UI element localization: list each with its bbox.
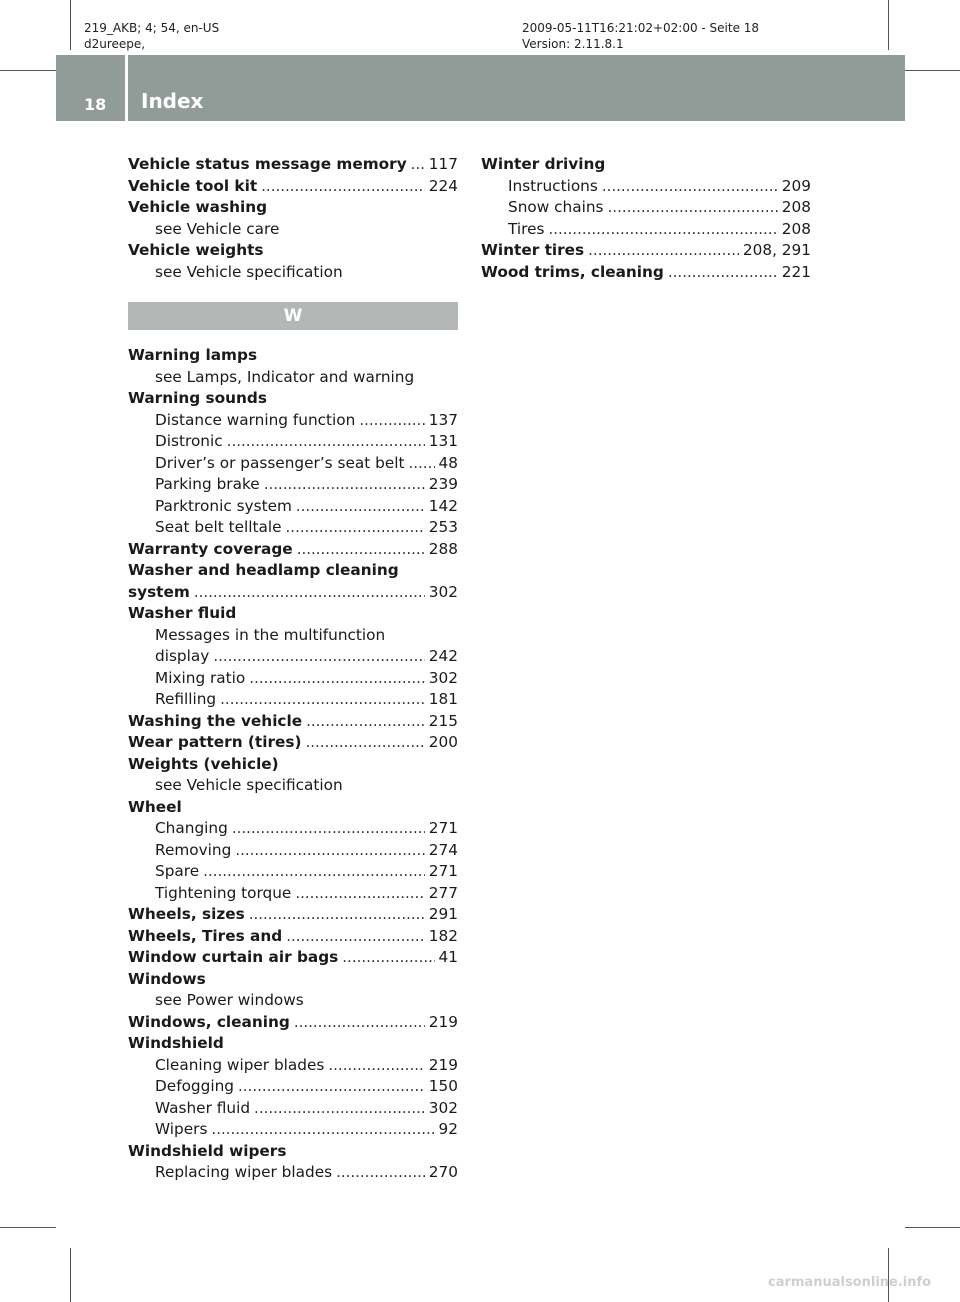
entry-text: Windshield wipers xyxy=(128,1141,287,1160)
entry-text: see Vehicle specification xyxy=(155,262,343,281)
index-subentry xyxy=(128,1119,458,1141)
entry-text: Cleaning wiper blades xyxy=(155,1055,325,1074)
dot-leader xyxy=(602,176,778,198)
page-ref: 221 xyxy=(781,262,811,281)
index-group-w xyxy=(128,345,458,1184)
header-divider xyxy=(125,55,128,121)
entry-text: Winter tires xyxy=(481,241,585,259)
print-meta-left xyxy=(84,20,219,52)
page-ref: 219 xyxy=(428,1055,458,1074)
page-ref: 181 xyxy=(428,690,458,708)
index-subentry xyxy=(128,668,458,690)
index-subentry xyxy=(128,861,458,883)
entry-text: Windshield xyxy=(128,1034,224,1052)
page-ref: 92 xyxy=(438,1120,458,1138)
entry-text: Window curtain air bags xyxy=(128,948,339,966)
dot-leader xyxy=(297,539,425,561)
index-subentry xyxy=(128,453,458,475)
index-entry xyxy=(128,947,458,969)
dot-leader xyxy=(261,176,425,198)
entry-text: Warning lamps xyxy=(128,346,258,364)
entry-text: system xyxy=(128,582,190,601)
crop-mark xyxy=(905,70,960,71)
page-title: Index xyxy=(141,89,204,113)
index-entry xyxy=(128,904,458,926)
entry-text: Defogging xyxy=(155,1077,235,1095)
index-subentry xyxy=(128,474,458,496)
page-ref: 271 xyxy=(428,819,458,837)
page-ref: 274 xyxy=(428,840,458,859)
index-entry xyxy=(481,240,811,262)
dot-leader xyxy=(409,453,435,475)
entry-text: Distronic xyxy=(155,432,223,450)
index-subentry xyxy=(128,219,458,241)
index-column-left xyxy=(128,154,458,1184)
index-entry xyxy=(128,539,458,561)
entry-text: Washer and headlamp cleaning xyxy=(128,561,399,579)
crop-mark xyxy=(0,70,56,71)
index-subentry xyxy=(128,410,458,432)
entry-text: see Lamps, Indicator and warning xyxy=(155,367,415,386)
crop-mark xyxy=(0,1227,56,1228)
index-entry xyxy=(481,154,811,176)
page-ref: 150 xyxy=(428,1077,458,1095)
entry-text: Instructions xyxy=(508,176,598,195)
index-group-w-cont xyxy=(481,154,811,283)
entry-text: Refilling xyxy=(155,690,217,708)
dot-leader xyxy=(238,1076,425,1098)
entry-text: Wheels, sizes xyxy=(128,905,245,923)
entry-text: Driver’s or passenger’s seat belt xyxy=(155,453,405,472)
index-entry xyxy=(128,926,458,948)
page-ref: 302 xyxy=(428,1098,458,1117)
entry-text: Warranty coverage xyxy=(128,539,293,558)
print-meta-right xyxy=(522,20,759,52)
index-entry xyxy=(128,754,458,776)
entry-text: Replacing wiper blades xyxy=(155,1163,333,1181)
entry-text: Wheel xyxy=(128,797,182,816)
index-subentry xyxy=(128,1055,458,1077)
meta-line: d2ureepe, xyxy=(84,37,146,51)
page-ref: 200 xyxy=(428,733,458,751)
dot-leader xyxy=(254,1098,425,1120)
entry-text: Washer fluid xyxy=(128,604,237,622)
entry-text: Winter driving xyxy=(481,155,606,173)
entry-text: Wheels, Tires and xyxy=(128,926,283,945)
index-subentry xyxy=(128,990,458,1012)
dot-leader xyxy=(336,1162,425,1184)
entry-text: Wood trims, cleaning xyxy=(481,262,664,281)
entry-text: Spare xyxy=(155,862,200,880)
dot-leader xyxy=(286,517,425,539)
index-subentry xyxy=(128,689,458,711)
crop-mark xyxy=(70,1248,71,1302)
page-ref: 302 xyxy=(428,668,458,687)
entry-text: display xyxy=(155,647,210,665)
page-ref: 182 xyxy=(428,926,458,945)
dot-leader xyxy=(668,262,778,284)
entry-text: Tires xyxy=(508,219,545,238)
index-entry xyxy=(128,560,458,582)
entry-text: Weights (vehicle) xyxy=(128,754,279,773)
index-entry xyxy=(128,582,458,604)
entry-text: Mixing ratio xyxy=(155,668,246,687)
index-subentry xyxy=(128,262,458,284)
entry-text: Washer fluid xyxy=(155,1098,251,1117)
index-subentry xyxy=(128,431,458,453)
dot-leader xyxy=(286,926,425,948)
page-ref: 302 xyxy=(428,582,458,601)
meta-line: 2009-05-11T16:21:02+02:00 - Seite 18 xyxy=(522,21,760,35)
dot-leader xyxy=(328,1055,424,1077)
meta-line: 219_AKB; 4; 54, en-US xyxy=(84,21,220,35)
entry-text: Parking brake xyxy=(155,475,260,493)
dot-leader xyxy=(359,410,424,432)
index-entry xyxy=(128,1141,458,1163)
page-ref: 41 xyxy=(438,948,458,966)
index-entry xyxy=(128,154,458,176)
dot-leader xyxy=(235,840,424,862)
page-ref: 48 xyxy=(438,453,458,472)
dot-leader xyxy=(294,1012,425,1034)
watermark: carmanualsonline.info xyxy=(768,1275,932,1290)
page-ref: 253 xyxy=(428,518,458,536)
meta-line: Version: 2.11.8.1 xyxy=(522,37,624,51)
dot-leader xyxy=(194,582,425,604)
index-subentry xyxy=(481,197,811,219)
index-subentry xyxy=(128,625,458,647)
page-ref: 209 xyxy=(781,176,811,195)
page-ref: 142 xyxy=(428,496,458,515)
entry-text: Seat belt telltale xyxy=(155,518,282,536)
index-entry xyxy=(128,732,458,754)
index-subentry xyxy=(128,775,458,797)
index-entry xyxy=(128,197,458,219)
entry-text: Changing xyxy=(155,819,228,837)
index-subentry xyxy=(128,517,458,539)
entry-text: Vehicle weights xyxy=(128,241,264,259)
index-subentry xyxy=(128,646,458,668)
index-subentry xyxy=(128,840,458,862)
entry-text: see Power windows xyxy=(155,991,304,1009)
index-subentry xyxy=(128,1098,458,1120)
entry-text: Vehicle status message memory xyxy=(128,155,407,173)
dot-leader xyxy=(227,431,425,453)
index-subentry xyxy=(128,1162,458,1184)
index-entry xyxy=(128,1012,458,1034)
index-entry xyxy=(481,262,811,284)
entry-text: Snow chains xyxy=(508,198,604,216)
index-entry xyxy=(128,240,458,262)
entry-text: see Vehicle care xyxy=(155,219,280,238)
dot-leader xyxy=(295,883,424,905)
dot-leader xyxy=(249,668,425,690)
crop-mark xyxy=(888,0,889,50)
page-ref: 288 xyxy=(428,539,458,558)
page-ref: 242 xyxy=(428,647,458,665)
entry-text: Tightening torque xyxy=(155,883,292,902)
dot-leader xyxy=(306,711,425,733)
dot-leader xyxy=(213,646,424,668)
entry-text: Wipers xyxy=(155,1120,208,1138)
entry-text: Vehicle tool kit xyxy=(128,176,258,195)
entry-text: Distance warning function xyxy=(155,410,356,429)
page-ref: 219 xyxy=(428,1012,458,1031)
page-ref: 291 xyxy=(428,905,458,923)
index-subentry xyxy=(128,883,458,905)
page-ref: 208 xyxy=(781,198,811,216)
letter-heading: W xyxy=(128,302,458,330)
dot-leader xyxy=(296,496,425,518)
index-column-right xyxy=(481,154,811,283)
index-subentry xyxy=(128,496,458,518)
page-ref: 224 xyxy=(428,176,458,195)
entry-text: Windows xyxy=(128,969,206,988)
entry-text: Vehicle washing xyxy=(128,198,268,216)
page-ref: 208, 291 xyxy=(742,241,811,259)
dot-leader xyxy=(306,732,425,754)
index-entry xyxy=(128,711,458,733)
entry-text: Messages in the multifunction xyxy=(155,625,386,644)
page-ref: 215 xyxy=(428,711,458,730)
crop-mark xyxy=(905,1227,960,1228)
crop-mark xyxy=(70,0,71,50)
dot-leader xyxy=(249,904,425,926)
dot-leader xyxy=(264,474,425,496)
index-subentry xyxy=(128,818,458,840)
dot-leader xyxy=(211,1119,434,1141)
index-subentry xyxy=(128,1076,458,1098)
page-ref: 270 xyxy=(428,1163,458,1181)
entry-text: Removing xyxy=(155,840,232,859)
entry-text: see Vehicle specification xyxy=(155,776,343,794)
page-ref: 277 xyxy=(428,883,458,902)
entry-text: Parktronic system xyxy=(155,496,292,515)
dot-leader xyxy=(232,818,425,840)
page-ref: 208 xyxy=(781,219,811,238)
index-entry xyxy=(128,969,458,991)
page-ref: 271 xyxy=(428,862,458,880)
index-entry xyxy=(128,1033,458,1055)
dot-leader xyxy=(608,197,778,219)
page-ref: 239 xyxy=(428,475,458,493)
page-ref: 117 xyxy=(428,155,458,173)
index-entry xyxy=(128,603,458,625)
dot-leader xyxy=(548,219,777,241)
entry-text: Wear pattern (tires) xyxy=(128,733,302,751)
index-subentry xyxy=(481,219,811,241)
index-entry xyxy=(128,388,458,410)
entry-text: Washing the vehicle xyxy=(128,711,303,730)
index-entry xyxy=(128,797,458,819)
index-entry xyxy=(128,345,458,367)
entry-text: Windows, cleaning xyxy=(128,1012,290,1031)
page-ref: 137 xyxy=(428,410,458,429)
dot-leader xyxy=(203,861,425,883)
page-ref: 131 xyxy=(428,432,458,450)
page-number: 18 xyxy=(84,95,107,114)
dot-leader xyxy=(588,240,739,262)
dot-leader xyxy=(220,689,425,711)
index-group-v xyxy=(128,154,458,283)
index-subentry xyxy=(481,176,811,198)
entry-text: Warning sounds xyxy=(128,389,267,407)
index-entry xyxy=(128,176,458,198)
index-subentry xyxy=(128,367,458,389)
dot-leader xyxy=(411,154,425,176)
dot-leader xyxy=(342,947,434,969)
